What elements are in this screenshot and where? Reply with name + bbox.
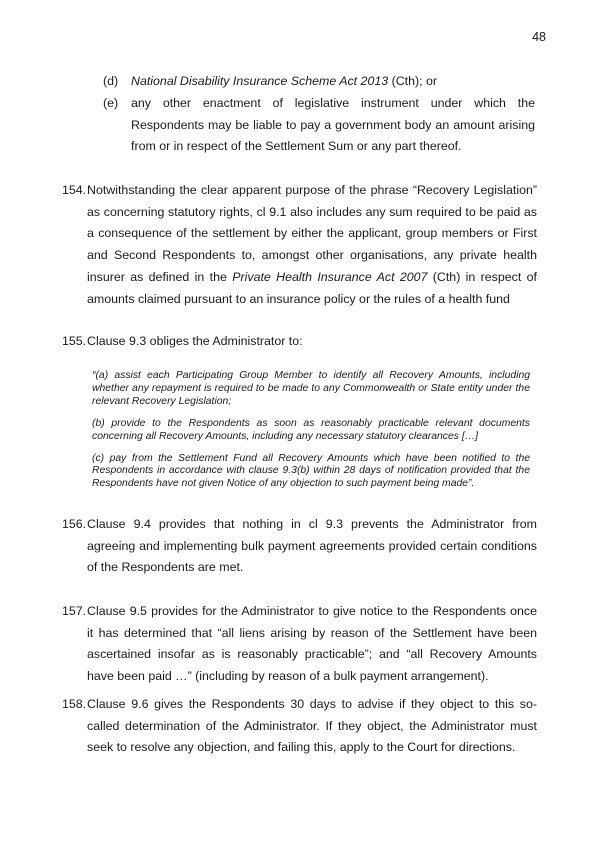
paragraph-number: 154. bbox=[62, 183, 87, 197]
list-marker: (e) bbox=[103, 96, 119, 110]
paragraph-text: Clause 9.5 provides for the Administrator to give notice to the Respondents once it has determined that “all liens arising by reason of the Settlement have been ascertained insofar as is reasonably practicable”; and “all Recovery Amounts have been paid …” (including by reason of a bulk payment arrangement). bbox=[87, 604, 537, 684]
paragraph-number: 155. bbox=[62, 334, 87, 348]
paragraph-text-after: (Cth) in respect of amounts claimed pursuant to an insurance policy or the rules of a health fund bbox=[87, 269, 537, 306]
paragraph-text-before: Notwithstanding the clear apparent purpose of the phrase “Recovery Legislation” as concerning statutory rights, cl 9.1 also includes any sum required to be paid as a consequence of the settlement by either the applicant, group members or First and Second Respondents to, amongst other organisations, any private health insurer as defined in the bbox=[87, 183, 537, 284]
quote-item-a: “(a) assist each Participating Group Member to identify all Recovery Amounts, including whether any repayment is required to be made to any Commonwealth or State entity under the relevant Recovery Legislation; bbox=[92, 370, 530, 407]
paragraph-text bbox=[87, 180, 537, 310]
list-item-text bbox=[131, 71, 535, 93]
act-title: Private Health Insurance Act 2007 bbox=[232, 269, 428, 284]
list-item-text-rest: (Cth); or bbox=[388, 74, 438, 88]
list-marker: (d) bbox=[103, 74, 119, 88]
paragraph-text: Clause 9.4 provides that nothing in cl 9.3 prevents the Administrator from agreeing and implementing bulk payment agreements provided certain conditions of the Respondents are met. bbox=[87, 517, 537, 575]
page-number: 48 bbox=[532, 30, 546, 44]
block-quote bbox=[92, 370, 530, 500]
paragraph-number: 158. bbox=[62, 697, 87, 711]
paragraph-text: Clause 9.6 gives the Respondents 30 days to advise if they object to this so-called determination of the Administrator. If they object, the Administrator must seek to resolve any objection, and failing this, apply to the Court for directions. bbox=[87, 697, 537, 755]
paragraph-number: 156. bbox=[62, 517, 87, 531]
act-title: National Disability Insurance Scheme Act 2013 bbox=[131, 74, 389, 88]
paragraph-number: 157. bbox=[62, 604, 87, 618]
quote-item-c: (c) pay from the Settlement Fund all Recovery Amounts which have been notified to the Respondents in accordance with clause 9.3(b) within 28 days of notification provided that the Respondents have not given Notice of any objection to such payment being made”. bbox=[92, 452, 530, 490]
list-item-text: any other enactment of legislative instrument under which the Respondents may be liable to pay a government body an amount arising from or in respect of the Settlement Sum or any part thereof. bbox=[131, 96, 535, 153]
paragraph-text: Clause 9.3 obliges the Administrator to: bbox=[87, 334, 303, 348]
quote-item-b: (b) provide to the Respondents as soon as reasonably practicable relevant documents concerning all Recovery Amounts, including any necessary statutory clearances […] bbox=[92, 417, 530, 442]
